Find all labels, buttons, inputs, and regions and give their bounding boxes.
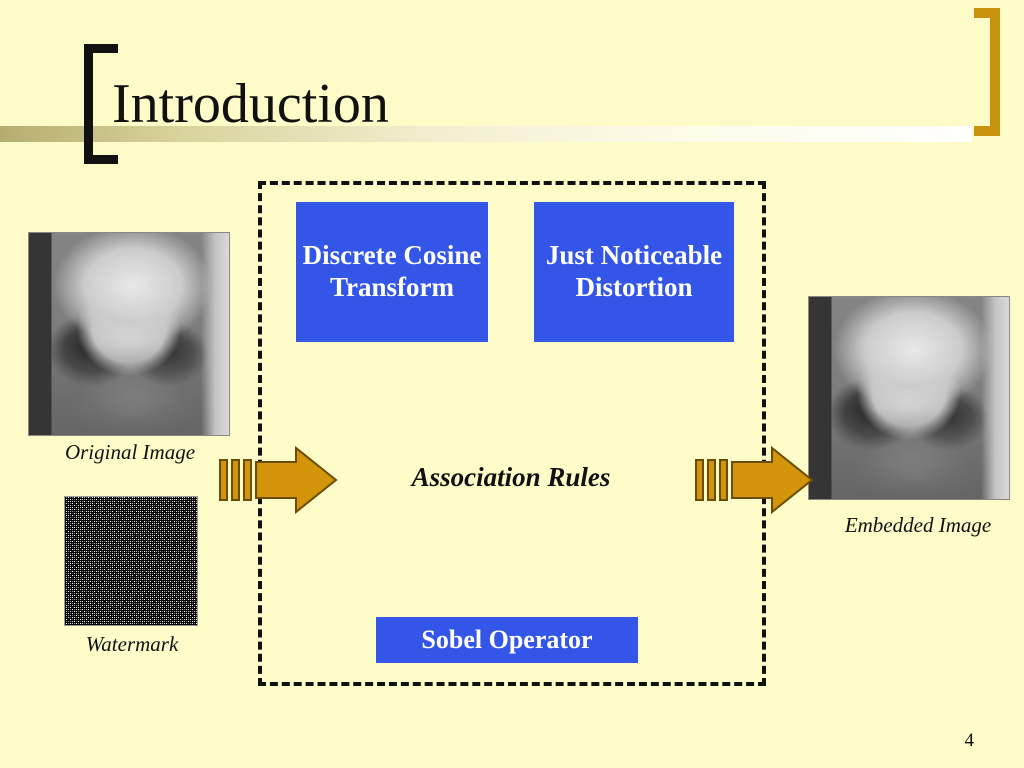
embedded-image-caption: Embedded Image <box>844 513 992 537</box>
page-number: 4 <box>964 730 974 751</box>
original-image-caption: Original Image <box>64 440 196 464</box>
input-arrow-icon <box>218 444 340 521</box>
noise-image-icon <box>65 497 197 625</box>
lena-photo-icon <box>29 233 229 435</box>
watermark-caption: Watermark <box>85 632 179 656</box>
output-arrow-icon <box>694 444 816 521</box>
original-image-thumbnail <box>28 232 230 436</box>
block-just-noticeable-distortion[interactable]: Just Noticeable Distortion <box>534 202 734 342</box>
watermark-image-thumbnail <box>64 496 198 626</box>
embedded-image-thumbnail <box>808 296 1010 500</box>
title-bracket-right-icon <box>974 8 1000 136</box>
page-title: Introduction <box>112 73 389 135</box>
block-sobel-operator[interactable]: Sobel Operator <box>376 617 638 663</box>
association-rules-label: Association Rules <box>411 462 611 492</box>
block-discrete-cosine-transform[interactable]: Discrete Cosine Transform <box>296 202 488 342</box>
lena-photo-icon <box>809 297 1009 499</box>
